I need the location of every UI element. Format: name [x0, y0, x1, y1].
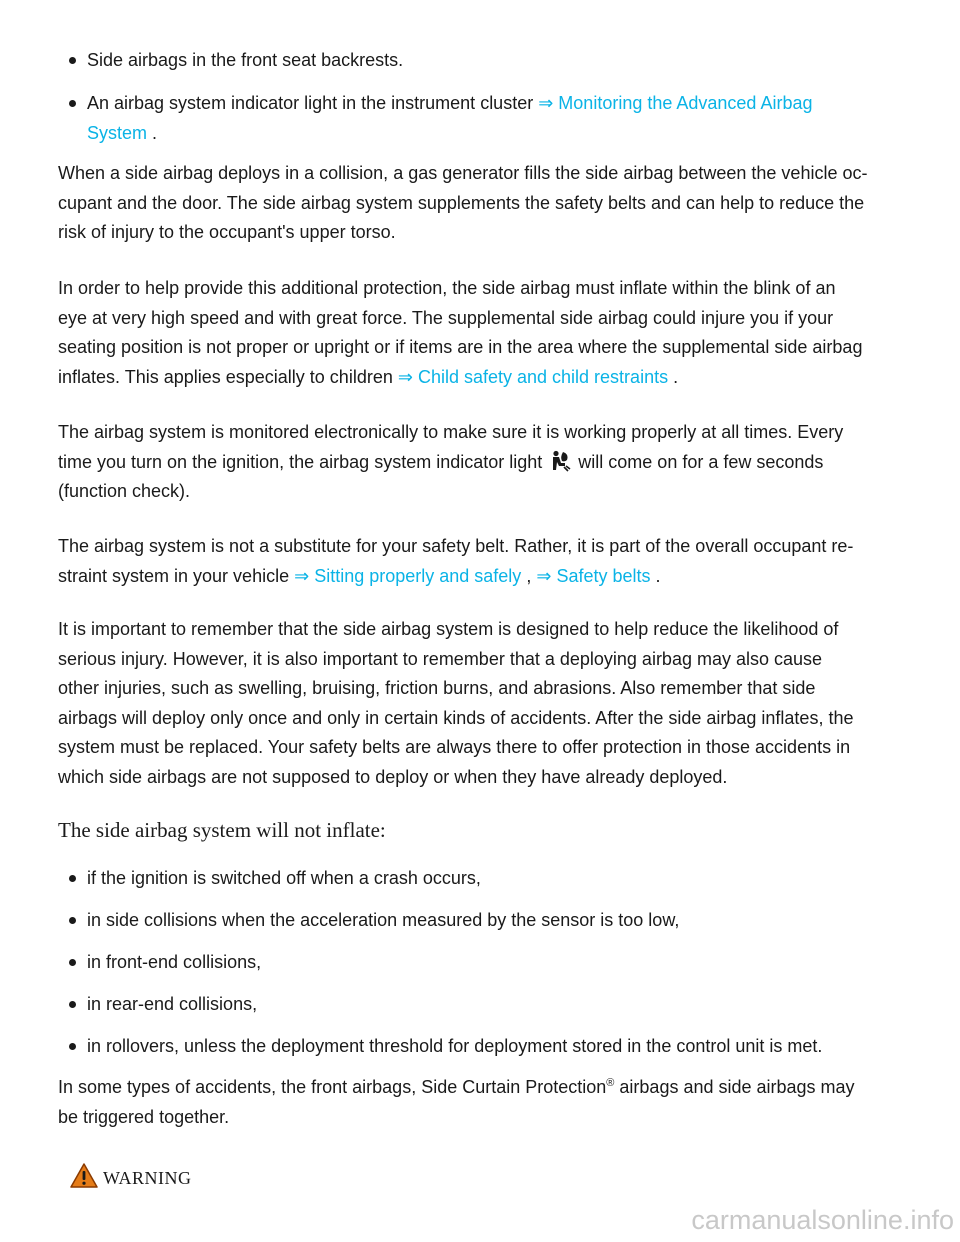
- paragraph-line: eye at very high speed and with great force. The supplemental side airbag could injure you if your: [58, 307, 834, 328]
- punctuation: .: [673, 366, 679, 387]
- paragraph-line: which side airbags are not supposed to deploy or when they have already deployed.: [58, 766, 728, 787]
- paragraph-line: will come on for a few seconds: [578, 451, 824, 472]
- list-item: [87, 88, 907, 148]
- link-safety-belts[interactable]: ⇒ Safety belts: [536, 565, 651, 586]
- section-subheading: The side airbag system will not inflate:: [58, 818, 386, 842]
- paragraph-line: When a side airbag deploys in a collision, a gas generator fills the side airbag between the vehicle oc-: [58, 163, 868, 183]
- paragraph: [58, 159, 908, 248]
- paragraph-line: In order to help provide this additional protection, the side airbag must inflate within the blink of an: [58, 278, 836, 298]
- bullet-text: in front-end collisions,: [87, 952, 262, 972]
- bullet-text: if the ignition is switched off when a crash occurs,: [87, 868, 481, 888]
- paragraph: [58, 1073, 908, 1132]
- paragraph-line: system must be replaced. Your safety belts are always there to offer protection in those accidents in: [58, 737, 851, 757]
- paragraph-line: The airbag system is monitored electronically to make sure it is working properly at all times. Every: [58, 422, 844, 442]
- punctuation: .: [152, 123, 158, 143]
- paragraph: [58, 274, 908, 392]
- link-sitting-properly[interactable]: ⇒ Sitting properly and safely: [294, 565, 522, 586]
- paragraph-line: airbags and side airbags may: [619, 1077, 855, 1097]
- punctuation: ,: [526, 565, 532, 586]
- registered-mark: ®: [606, 1077, 615, 1089]
- paragraph-line: cupant and the door. The side airbag system supplements the safety belts and can help to reduce the: [58, 192, 865, 213]
- paragraph: [58, 615, 908, 792]
- bullet-text: in side collisions when the acceleration measured by the sensor is too low,: [87, 910, 680, 930]
- paragraph: [58, 418, 908, 507]
- watermark: carmanualsonline.info: [691, 1205, 954, 1235]
- paragraph-line: seating position is not proper or upright or if items are in the area where the supplemental side airbag: [58, 337, 863, 357]
- list-item: [87, 1031, 907, 1061]
- paragraph-line: In some types of accidents, the front airbags, Side Curtain Protection: [58, 1077, 607, 1097]
- list-item: [87, 863, 907, 893]
- warning-triangle-icon: [70, 1163, 98, 1193]
- warning-heading: [70, 1162, 192, 1194]
- bullet-text: in rear-end collisions,: [87, 994, 258, 1014]
- punctuation: .: [655, 565, 661, 586]
- list-item: [87, 905, 907, 935]
- paragraph: [58, 532, 908, 591]
- paragraph-line: other injuries, such as swelling, bruising, friction burns, and abrasions. Also remember that side: [58, 678, 816, 698]
- airbag-indicator-icon: [549, 450, 571, 472]
- bullet-text: in rollovers, unless the deployment threshold for deployment stored in the control unit is met.: [87, 1036, 823, 1056]
- paragraph-line: risk of injury to the occupant's upper torso.: [58, 222, 396, 242]
- paragraph-line: (function check).: [58, 481, 191, 501]
- list-item: [87, 947, 907, 977]
- link-monitoring-airbag-cont[interactable]: System: [87, 123, 148, 143]
- paragraph-line: It is important to remember that the side airbag system is designed to help reduce the likelihood of: [58, 619, 839, 639]
- bullet-text: An airbag system indicator light in the instrument cluster: [87, 93, 534, 113]
- paragraph-line: The airbag system is not a substitute for your safety belt. Rather, it is part of the overall occupant re-: [58, 536, 854, 556]
- list-item: [87, 45, 907, 75]
- warning-label: WARNING: [103, 1167, 192, 1188]
- paragraph-line: be triggered together.: [58, 1106, 230, 1127]
- paragraph-line: straint system in your vehicle: [58, 565, 290, 586]
- paragraph-line: inflates. This applies especially to children: [58, 366, 393, 387]
- link-child-safety[interactable]: ⇒ Child safety and child restraints: [397, 366, 669, 387]
- bullet-text: Side airbags in the front seat backrests.: [87, 50, 404, 70]
- paragraph-line: serious injury. However, it is also important to remember that a deploying airbag may also cause: [58, 648, 823, 669]
- link-monitoring-airbag[interactable]: ⇒ Monitoring the Advanced Airbag: [538, 93, 813, 113]
- list-item: [87, 989, 907, 1019]
- paragraph-line: time you turn on the ignition, the airbag system indicator light: [58, 451, 543, 472]
- paragraph-line: airbags will deploy only once and only in certain kinds of accidents. After the side airbag inflates, the: [58, 707, 854, 728]
